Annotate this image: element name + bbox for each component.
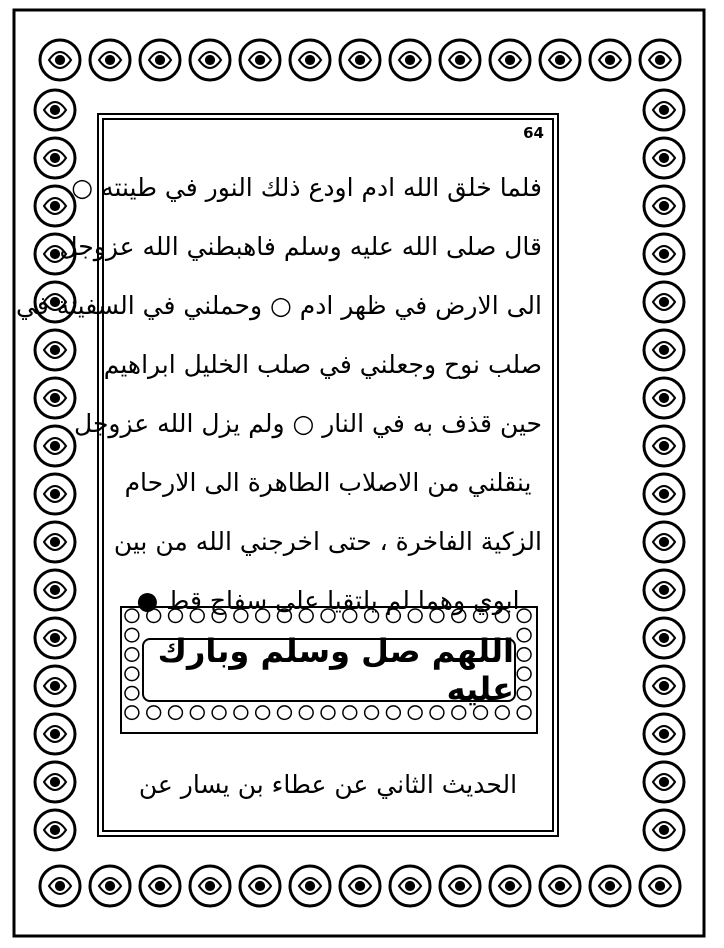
ornament-dot: [51, 778, 58, 785]
ornament-dot: [156, 56, 163, 63]
banner-swirl: [125, 609, 139, 623]
text-line: ابوي وهما لم يلتقيا على سفاح قط ●: [136, 586, 520, 615]
ornament-dot: [51, 634, 58, 641]
ornament-dot: [56, 56, 63, 63]
banner-swirl: [169, 609, 183, 623]
ornament-dot: [660, 682, 667, 689]
ornament-dot: [660, 106, 667, 113]
ornament-dot: [206, 56, 213, 63]
ornament-dot: [356, 56, 363, 63]
banner-swirl: [495, 609, 509, 623]
ornament-dot: [56, 882, 63, 889]
ornament-dot: [660, 586, 667, 593]
banner-swirl: [125, 706, 139, 720]
ornament-dot: [51, 538, 58, 545]
text-line: الزكية الفاخرة ، حتى اخرجني الله من بين: [113, 527, 542, 556]
text-line: الى الارض في ظهر ادم ○ وحملني في السفينة في: [15, 291, 542, 320]
ornament-dot: [51, 730, 58, 737]
ornament-dot: [506, 882, 513, 889]
text-line: حين قذف به في النار ○ ولم يزل الله عزوجل: [74, 409, 542, 438]
ornament-dot: [660, 250, 667, 257]
ornament-dot: [51, 250, 58, 257]
banner-swirl: [125, 686, 139, 700]
ornament-dot: [51, 394, 58, 401]
ornament-dot: [556, 882, 563, 889]
banner-swirl: [517, 628, 531, 642]
banner-swirl: [474, 609, 488, 623]
banner-swirl: [452, 609, 466, 623]
ornament-dot: [456, 56, 463, 63]
ornament-dot: [606, 882, 613, 889]
banner-swirl: [234, 609, 248, 623]
ornament-dot: [51, 346, 58, 353]
ornament-dot: [660, 154, 667, 161]
banner-swirl: [517, 609, 531, 623]
ornament-dot: [406, 882, 413, 889]
ornament-dot: [660, 298, 667, 305]
banner-swirl: [517, 648, 531, 662]
banner-swirl: [321, 609, 335, 623]
text-line: ينقلني من الاصلاب الطاهرة الى الارحام: [124, 468, 532, 497]
banner-swirl: [343, 609, 357, 623]
text-line: قال صلى الله عليه وسلم فاهبطني الله عزوجل: [59, 232, 542, 261]
ornament-dot: [660, 202, 667, 209]
banner-swirl: [408, 609, 422, 623]
ornament-dot: [51, 826, 58, 833]
ornament-dot: [156, 882, 163, 889]
banner-swirl: [365, 609, 379, 623]
ornament-dot: [51, 442, 58, 449]
banner-swirl: [125, 667, 139, 681]
ornament-dot: [256, 882, 263, 889]
ornament-dot: [660, 778, 667, 785]
ornament-dot: [656, 882, 663, 889]
page-number: 64: [523, 124, 544, 142]
ornament-dot: [406, 56, 413, 63]
arabic-text-block: [15, 158, 542, 630]
hadith-heading: الحديث الثاني عن عطاء بن يسار عن: [138, 770, 518, 799]
ornament-dot: [306, 882, 313, 889]
ornament-dot: [660, 826, 667, 833]
ornament-dot: [51, 154, 58, 161]
ornament-dot: [660, 442, 667, 449]
banner-swirl: [386, 609, 400, 623]
ornament-dot: [660, 538, 667, 545]
ornament-dot: [51, 490, 58, 497]
ornament-dot: [660, 730, 667, 737]
banner-swirl: [190, 609, 204, 623]
text-line: فلما خلق الله ادم اودع ذلك النور في طينته ○: [71, 173, 542, 202]
ornament-dot: [206, 882, 213, 889]
ornament-dot: [51, 202, 58, 209]
banner-text: اللهم صل وسلم وبارك عليه: [142, 638, 516, 702]
ornament-dot: [456, 882, 463, 889]
ornament-dot: [106, 56, 113, 63]
banner-swirl: [125, 628, 139, 642]
ornament-dot: [256, 56, 263, 63]
banner-swirl: [299, 609, 313, 623]
banner-swirl: [517, 686, 531, 700]
ornament-dot: [656, 56, 663, 63]
text-panel: [15, 118, 554, 832]
ornament-dot: [660, 394, 667, 401]
banner-swirl: [430, 609, 444, 623]
ornament-dot: [506, 56, 513, 63]
ornament-dot: [106, 882, 113, 889]
ornament-dot: [51, 106, 58, 113]
ornament-dot: [306, 56, 313, 63]
ornament-dot: [660, 346, 667, 353]
banner-swirl: [517, 706, 531, 720]
banner-swirl: [212, 609, 226, 623]
ornament-dot: [556, 56, 563, 63]
banner-swirl: [147, 609, 161, 623]
banner-swirl: [256, 609, 270, 623]
ornament-dot: [51, 682, 58, 689]
ornament-dot: [51, 586, 58, 593]
ornament-dot: [660, 634, 667, 641]
banner-swirl: [277, 609, 291, 623]
salawat-banner: [120, 606, 538, 734]
banner-swirl: [517, 667, 531, 681]
ornament-dot: [606, 56, 613, 63]
ornament-dot: [356, 882, 363, 889]
banner-swirl: [125, 648, 139, 662]
ornament-dot: [660, 490, 667, 497]
text-line: صلب نوح وجعلني في صلب الخليل ابراهيم: [103, 350, 542, 379]
